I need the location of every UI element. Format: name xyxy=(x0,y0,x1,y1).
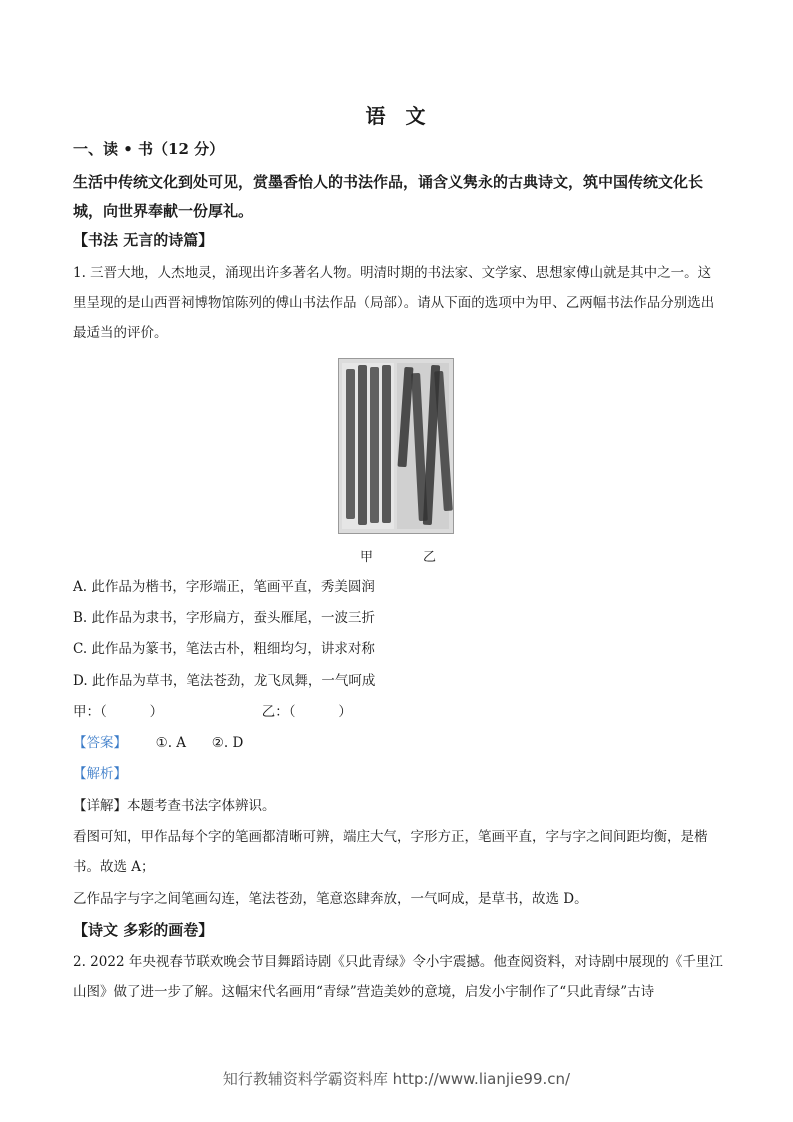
answer-text: ①. A ②. D xyxy=(155,735,244,751)
subsection-calligraphy: 【书法 无言的诗篇】 xyxy=(73,231,214,249)
blank-jia: 甲：（ ） xyxy=(73,704,164,720)
option-d: D. 此作品为草书，笔法苍劲，龙飞凤舞，一气呵成 xyxy=(73,673,376,689)
option-b: B. 此作品为隶书，字形扁方，蚕头雁尾，一波三折 xyxy=(73,610,376,626)
section-intro: 生活中传统文化到处可见，赏墨香怡人的书法作品，诵含义隽永的古典诗文，筑中国传统文化长城，向世界奉献一份厚礼。 xyxy=(73,173,704,220)
option-a: A. 此作品为楷书，字形端正，笔画平直，秀美圆润 xyxy=(73,579,375,595)
detail-heading: 【详解】本题考查书法字体辨识。 xyxy=(73,798,276,814)
question-1: 1. 三晋大地，人杰地灵，涌现出许多著名人物。明清时期的书法家、文学家、思想家傅山就是其中之一。这里呈现的是山西晋祠博物馆陈列的傅山书法作品（局部）。请从下面的选项中为甲、乙两幅书法作品分别选出最适当的评价。 xyxy=(73,265,715,341)
analysis-label: 【解析】 xyxy=(73,766,127,782)
calligraphy-jia xyxy=(342,363,394,529)
figure-label-yi: 乙 xyxy=(423,550,437,565)
figure-label-jia: 甲 xyxy=(360,550,374,565)
footer-watermark: 知行教辅资料学霸资料库 http://www.lianjie99.cn/ xyxy=(222,1070,571,1088)
answer-label: 【答案】 xyxy=(73,735,127,751)
option-c: C. 此作品为篆书，笔法古朴，粗细均匀，讲求对称 xyxy=(73,641,375,657)
answer-line xyxy=(73,728,723,758)
subsection-poetry: 【诗文 多彩的画卷】 xyxy=(73,921,214,939)
calligraphy-image xyxy=(338,358,454,534)
detail-jia: 看图可知，甲作品每个字的笔画都清晰可辨，端庄大气，字形方正，笔画平直，字与字之间间距均衡，是楷书。故选 A； xyxy=(73,829,708,875)
question-2: 2. 2022 年央视春节联欢晚会节目舞蹈诗剧《只此青绿》令小宇震撼。他查阅资料，对诗剧中展现的《千里江山图》做了进一步了解。这幅宋代名画用“青绿”营造美妙的意境，启发小宇制作了“只此青绿”古诗 xyxy=(73,954,723,1000)
detail-yi: 乙作品字与字之间笔画勾连，笔法苍劲，笔意恣肆奔放，一气呵成，是草书，故选 D。 xyxy=(73,891,588,907)
calligraphy-yi xyxy=(397,363,449,529)
page-title xyxy=(0,100,793,129)
blank-yi: 乙：（ ） xyxy=(261,704,352,720)
title-char-1: 语 xyxy=(365,104,388,128)
section-heading: 一、读 • 书（12 分） xyxy=(73,140,225,158)
title-char-2: 文 xyxy=(405,104,428,128)
answer-blanks xyxy=(73,697,723,727)
